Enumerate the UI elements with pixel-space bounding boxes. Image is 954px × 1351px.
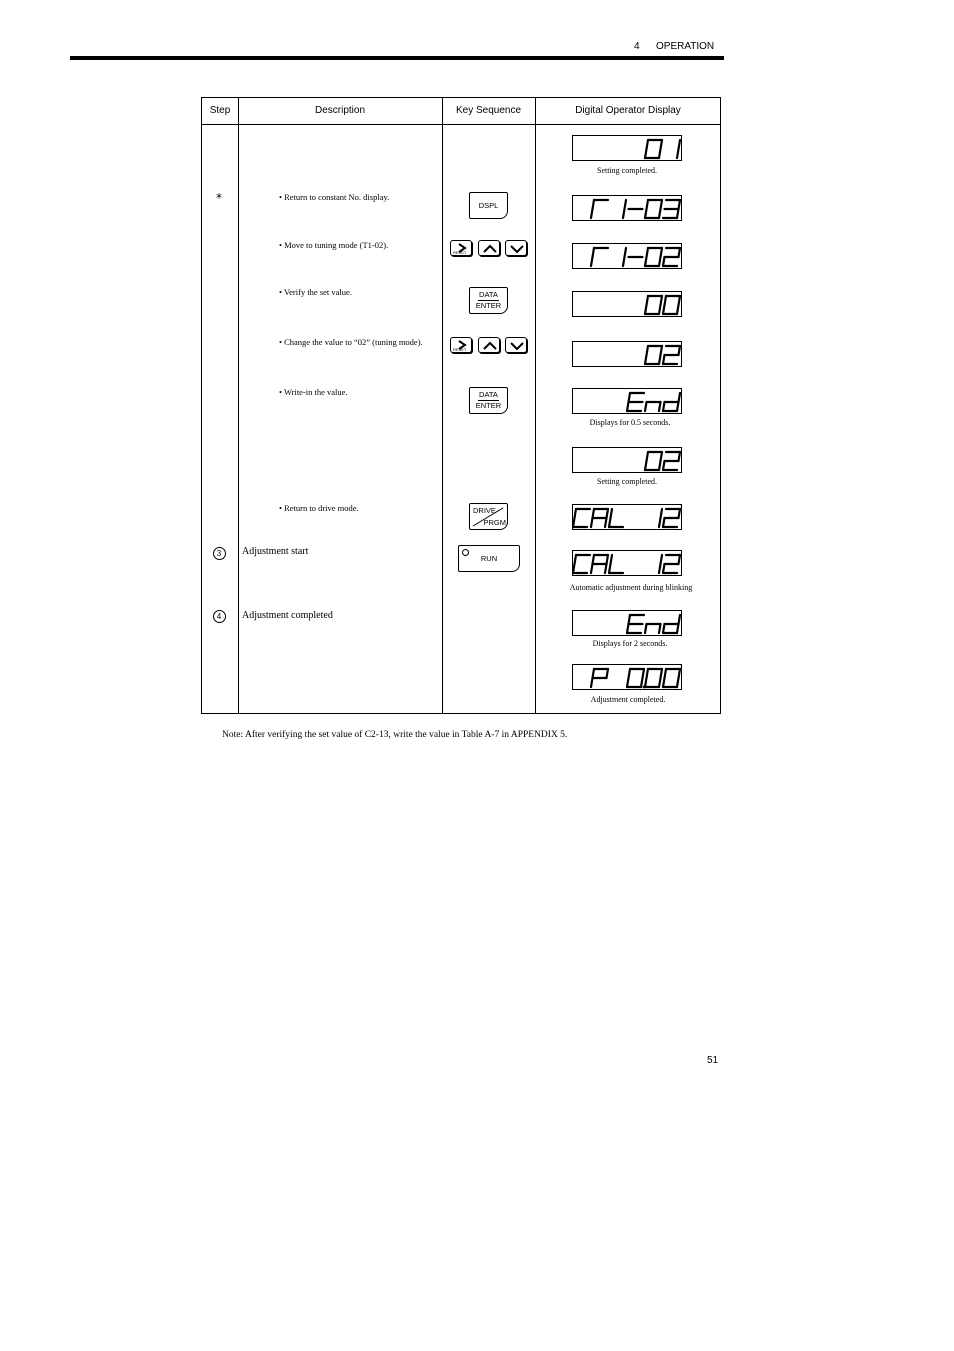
bullet-return-constant: • Return to constant No. display. <box>279 192 390 202</box>
run-indicator-icon <box>462 549 469 556</box>
header-rule <box>70 56 724 60</box>
display-segment <box>593 669 595 678</box>
run-key[interactable] <box>458 545 520 572</box>
display-segment <box>645 461 647 470</box>
display-segment <box>663 518 665 527</box>
display-segment <box>623 209 625 218</box>
display-caption: Displays for 2 seconds. <box>592 639 668 648</box>
display-segment <box>647 200 649 209</box>
bullet-return-drive: • Return to drive mode. <box>279 503 359 513</box>
section-number: 4 <box>634 41 640 52</box>
display-segment <box>679 615 681 624</box>
chevron-up-icon <box>479 241 501 257</box>
display-segment <box>575 509 577 518</box>
display-segment <box>607 509 609 518</box>
step-3-mark <box>211 547 227 560</box>
key-label-prgm: PRGM <box>483 518 506 527</box>
column-divider <box>535 98 536 713</box>
down-key[interactable] <box>505 337 527 353</box>
display-segment <box>665 296 667 305</box>
display-segment <box>647 346 649 355</box>
display-segment <box>663 257 665 266</box>
dspl-key[interactable]: DSPL <box>469 192 508 219</box>
display-segment <box>679 555 681 564</box>
display-segment <box>663 564 665 573</box>
display-segment <box>679 452 681 461</box>
display-segment <box>659 624 661 633</box>
display-segment <box>623 257 625 266</box>
display-segment <box>645 355 647 364</box>
display-segment <box>663 305 665 314</box>
step-number: 3 <box>213 547 226 560</box>
display-segment <box>625 200 627 209</box>
display-segment <box>659 355 661 364</box>
display-segment <box>591 518 593 527</box>
display-segment <box>627 624 629 633</box>
display-segment <box>643 669 645 678</box>
drive-prgm-key[interactable] <box>469 503 508 530</box>
display-segment <box>659 402 661 411</box>
column-header-key-sequence: Key Sequence <box>455 105 522 116</box>
up-key[interactable] <box>478 240 500 256</box>
display-segment <box>663 624 665 633</box>
display-segment <box>661 200 663 209</box>
display-caption: Adjustment completed. <box>590 695 666 704</box>
display-segment <box>665 669 667 678</box>
footnote: Note: After verifying the set value of C2-13, write the value in Table A-7 in APPENDIX 5. <box>222 730 568 740</box>
display-segment <box>663 678 665 687</box>
column-header-description: Description <box>314 105 366 116</box>
display-segment <box>679 140 681 149</box>
step-star-mark: * <box>216 191 222 205</box>
display-segment <box>647 140 649 149</box>
display-segment <box>659 209 661 218</box>
operation-table <box>201 97 721 714</box>
display-segment <box>605 564 607 573</box>
chevron-up-icon <box>479 338 501 354</box>
column-header-display: Digital Operator Display <box>575 105 681 116</box>
display-segment <box>573 564 575 573</box>
display-segment <box>677 678 679 687</box>
display-segment <box>677 624 679 633</box>
step-4-mark <box>211 610 227 623</box>
display-segment <box>661 248 663 257</box>
display-segment <box>609 518 611 527</box>
operator-display <box>572 195 682 221</box>
key-label-enter: ENTER <box>475 401 502 410</box>
display-segment <box>607 555 609 564</box>
operator-display <box>572 243 682 269</box>
display-segment <box>659 518 661 527</box>
display-segment <box>659 149 661 158</box>
display-segment <box>661 669 663 678</box>
shift-reset-key[interactable] <box>450 337 472 353</box>
display-segment <box>659 564 661 573</box>
display-segment <box>593 200 595 209</box>
display-segment <box>647 669 649 678</box>
chevron-down-icon <box>506 338 528 354</box>
display-segment <box>641 678 643 687</box>
column-header-step: Step <box>209 105 231 116</box>
display-segment <box>679 248 681 257</box>
display-segment <box>679 296 681 305</box>
display-segment <box>659 461 661 470</box>
operator-display <box>572 447 682 473</box>
step-number: 4 <box>213 610 226 623</box>
display-segment <box>647 248 649 257</box>
display-segment <box>659 678 661 687</box>
display-segment <box>573 518 575 527</box>
column-divider <box>238 98 239 713</box>
display-caption: Displays for 0.5 seconds. <box>589 418 671 427</box>
key-label-data: DATA <box>479 390 498 399</box>
display-segment <box>611 555 613 564</box>
shift-reset-key[interactable] <box>450 240 472 256</box>
key-label-run: RUN <box>480 554 498 563</box>
display-segment <box>591 678 593 687</box>
bullet-verify-value: • Verify the set value. <box>279 287 352 297</box>
display-segment <box>591 564 593 573</box>
operator-display <box>572 135 682 161</box>
display-segment <box>607 669 609 678</box>
display-segment <box>575 555 577 564</box>
display-segment <box>593 509 595 518</box>
display-segment <box>659 305 661 314</box>
operator-display <box>572 341 682 367</box>
bullet-write-in: • Write-in the value. <box>279 387 348 397</box>
reset-label: RESET <box>453 347 467 352</box>
display-segment <box>677 402 679 411</box>
display-segment <box>679 393 681 402</box>
display-segment <box>679 669 681 678</box>
operator-display <box>572 550 682 576</box>
display-segment <box>645 678 647 687</box>
display-segment <box>679 509 681 518</box>
up-key[interactable] <box>478 337 500 353</box>
display-segment <box>661 346 663 355</box>
display-segment <box>591 257 593 266</box>
display-segment <box>677 305 679 314</box>
display-segment <box>677 149 679 158</box>
desc-adjustment-completed: Adjustment completed <box>242 610 333 621</box>
display-segment <box>661 296 663 305</box>
display-segment <box>627 678 629 687</box>
operator-display <box>572 291 682 317</box>
section-title: OPERATION <box>656 41 715 52</box>
display-caption: Automatic adjustment during blinking <box>569 583 693 592</box>
display-segment <box>647 452 649 461</box>
display-segment <box>609 564 611 573</box>
desc-adjustment-start: Adjustment start <box>242 546 309 557</box>
display-segment <box>645 149 647 158</box>
display-segment <box>625 248 627 257</box>
column-divider <box>442 98 443 713</box>
operator-display <box>572 388 682 414</box>
display-segment <box>645 624 647 633</box>
display-segment <box>593 248 595 257</box>
display-segment <box>645 305 647 314</box>
display-caption: Setting completed. <box>597 477 657 486</box>
operator-display <box>572 610 682 636</box>
chevron-down-icon <box>506 241 528 257</box>
operator-display <box>572 664 682 690</box>
display-segment <box>679 200 681 209</box>
display-segment <box>593 555 595 564</box>
header-divider <box>202 124 720 125</box>
display-segment <box>647 296 649 305</box>
data-enter-key[interactable] <box>469 387 508 414</box>
bullet-change-value: • Change the value to “02” (tuning mode). <box>279 337 423 347</box>
display-segment <box>659 257 661 266</box>
display-segment <box>627 402 629 411</box>
display-segment <box>591 209 593 218</box>
display-segment <box>663 355 665 364</box>
page-number: 51 <box>707 1055 719 1066</box>
display-segment <box>629 615 631 624</box>
display-segment <box>677 209 679 218</box>
display-segment <box>605 518 607 527</box>
display-segment <box>663 461 665 470</box>
display-segment <box>611 509 613 518</box>
display-segment <box>661 140 663 149</box>
key-label-drive: DRIVE <box>473 506 496 515</box>
bullet-move-tuning: • Move to tuning mode (T1-02). <box>279 240 389 250</box>
display-segment <box>629 669 631 678</box>
display-segment <box>663 402 665 411</box>
reset-label: RESET <box>453 250 467 255</box>
operator-display <box>572 504 682 530</box>
down-key[interactable] <box>505 240 527 256</box>
display-segment <box>679 346 681 355</box>
data-enter-key[interactable] <box>469 287 508 314</box>
display-segment <box>661 509 663 518</box>
display-caption: Setting completed. <box>597 166 657 175</box>
display-segment <box>645 257 647 266</box>
display-segment <box>645 209 647 218</box>
key-label-enter: ENTER <box>475 301 502 310</box>
display-segment <box>645 402 647 411</box>
display-segment <box>661 452 663 461</box>
key-label-data: DATA <box>479 290 498 299</box>
display-segment <box>629 393 631 402</box>
display-segment <box>661 555 663 564</box>
